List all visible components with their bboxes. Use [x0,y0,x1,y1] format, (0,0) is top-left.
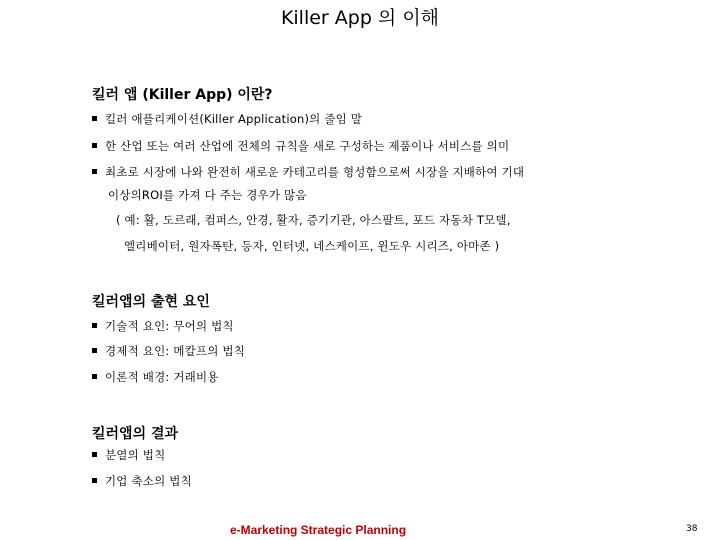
list-item [92,164,524,180]
section-heading-results: 킬러앱의 결과 [92,426,179,442]
list-item-text: 한 산업 또는 여러 산업에 전체의 규칙을 새로 구성하는 제품이나 서비스를 의미 [105,139,510,153]
examples-line: ( 예: 활, 도르래, 컴퍼스, 안경, 활자, 증기기관, 아스팔트, 포드 자동차 T모델, [116,213,511,227]
square-bullet-icon [92,143,97,148]
section-heading-killer-app: 킬러 앱 (Killer App) 이란? [92,87,273,103]
list-item [92,343,245,359]
section-heading-emergence-factors: 킬러앱의 출현 요인 [92,294,210,310]
square-bullet-icon [92,116,97,121]
list-item-continuation: 이상의ROI를 가져 다 주는 경우가 많음 [108,188,307,202]
list-item [92,138,509,154]
examples-line: 엘리베이터, 원자폭탄, 등자, 인터넷, 네스케이프, 윈도우 시리즈, 아마존 ) [124,239,500,253]
square-bullet-icon [92,374,97,379]
list-item [92,473,192,489]
list-item-text: 최초로 시장에 나와 완전히 새로운 카테고리를 형성함으로써 시장을 지배하여 기대 [105,165,525,179]
list-item-text: 경제적 요인: 메칼프의 법칙 [105,344,246,358]
list-item [92,318,234,334]
square-bullet-icon [92,478,97,483]
list-item-text: 이론적 배경: 거래비용 [105,370,219,384]
page-number: 38 [686,524,698,534]
list-item-text: 기업 축소의 법칙 [105,474,192,488]
square-bullet-icon [92,452,97,457]
list-item-text: 킬러 애플리케이션(Killer Application)의 줄임 말 [105,112,363,126]
slide-title: Killer App 의 이해 [280,7,440,29]
list-item [92,111,362,127]
list-item [92,447,165,463]
square-bullet-icon [92,348,97,353]
list-item-text: 분열의 법칙 [105,448,166,462]
footer-title: e-Marketing Strategic Planning [230,523,407,537]
list-item [92,369,219,385]
square-bullet-icon [92,323,97,328]
list-item-text: 기술적 요인: 무어의 법칙 [105,319,234,333]
square-bullet-icon [92,169,97,174]
